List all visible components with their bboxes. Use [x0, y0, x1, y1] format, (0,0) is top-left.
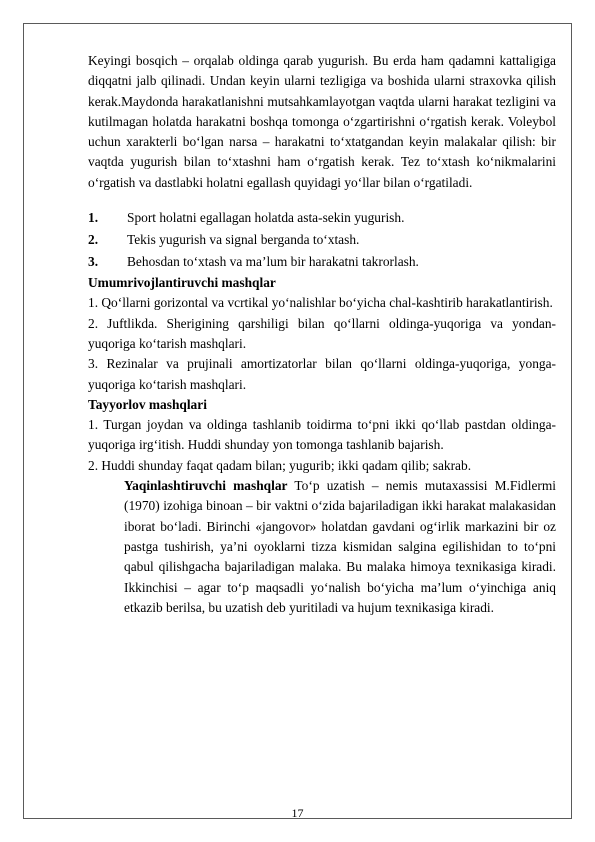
list-item: 1. Turgan joydan va oldinga tashlanib toidirma to‘pni ikki qo‘llab pastdan oldinga-yuqoriga irg‘itish. Huddi shunday yon tomonga tashlanib bajarish. — [88, 417, 556, 453]
list-item: 3. Rezinalar va prujinali amortizatorlar bilan qo‘llarni oldinga-yuqoriga, yonga-yuqoriga ko‘tarish mashqlari. — [88, 356, 556, 392]
step-number: 2. — [88, 232, 99, 248]
spacer — [88, 193, 556, 207]
approach-exercises-text: To‘p uzatish – nemis mutaxassisi M.Fidlermi (1970) izohiga binoan – bir vaktni o‘zida bajariladigan ikki harakat malakasidan iborat bo‘ladi. Birinchi «jangovor» holatdan gavdani og‘irlik markazini bir oz pastga tushirish, ya’ni oyoklarni tizza kismidan salgina egilishidan to to‘pni qabul qilishgacha bajariladigan malaka. Bu malaka himoya texnikasiga kiradi. Ikkinchisi – agar to‘p maqsadli yo‘nalish bo‘yicha ma’lum o‘yinchiga aniq etkazib berilsa, bu uzatish deb yuritiladi va hujum texnikasiga kiradi. — [124, 478, 556, 615]
list-item: 2. Juftlikda. Sherigining qarshiligi bilan qo‘llarni oldinga-yuqoriga va yondan-yuqoriga ko‘tarish mashqlari. — [88, 315, 556, 351]
approach-exercises-paragraph — [88, 476, 556, 618]
step-item — [88, 251, 556, 273]
page-number: 17 — [291, 806, 304, 820]
intro-paragraph: Keyingi bosqich – orqalab oldinga qarab yugurish. Bu erda ham qadamni kattaligiga diqqatni jalb qilinadi. Undan keyin ularni tezligiga va boshida ularni straxovka qilish kerak.Maydonda harakatlanishni mutsahkamlayotgan vaqtda ularni harakat tezligini va kutilmagan holatda harakatni boshqa tomonga o‘zgartirishni o‘rgatish kerak. Voleybol uchun xarakterli bo‘lgan narsa – harakatni to‘xtatgandan keyin malakalar qilish: bir vaqtda yugurish bilan to‘xtashni ham o‘rgatish kerak. Tez to‘xtash ko‘nikmalarini o‘rgatish va dastlabki holatni egallash quyidagi yo‘llar bilan o‘rgatiladi. — [88, 53, 556, 190]
step-item — [88, 207, 556, 229]
step-item — [88, 229, 556, 251]
section-heading-approach-exercises: Yaqinlashtiruvchi mashqlar — [124, 478, 288, 494]
section-heading-general-exercises: Umumrivojlantiruvchi mashqlar — [88, 275, 276, 291]
step-number: 3. — [88, 254, 99, 270]
list-item: 1. Qo‘llarni gorizontal va vcrtikal yo‘nalishlar bo‘yicha chal-kashtirib harakatlantirish. — [88, 295, 553, 311]
step-number: 1. — [88, 210, 99, 226]
list-item: 2. Huddi shunday faqat qadam bilan; yugurib; ikki qadam qilib; sakrab. — [88, 457, 472, 473]
step-text: Sport holatni egallagan holatda asta-sekin yugurish. — [127, 210, 405, 226]
document-body — [88, 51, 556, 618]
step-text: Behosdan to‘xtash va ma’lum bir harakatni takrorlash. — [127, 254, 419, 270]
step-text: Tekis yugurish va signal berganda to‘xtash. — [127, 232, 360, 248]
section-heading-preparatory-exercises: Tayyorlov mashqlari — [88, 396, 207, 412]
